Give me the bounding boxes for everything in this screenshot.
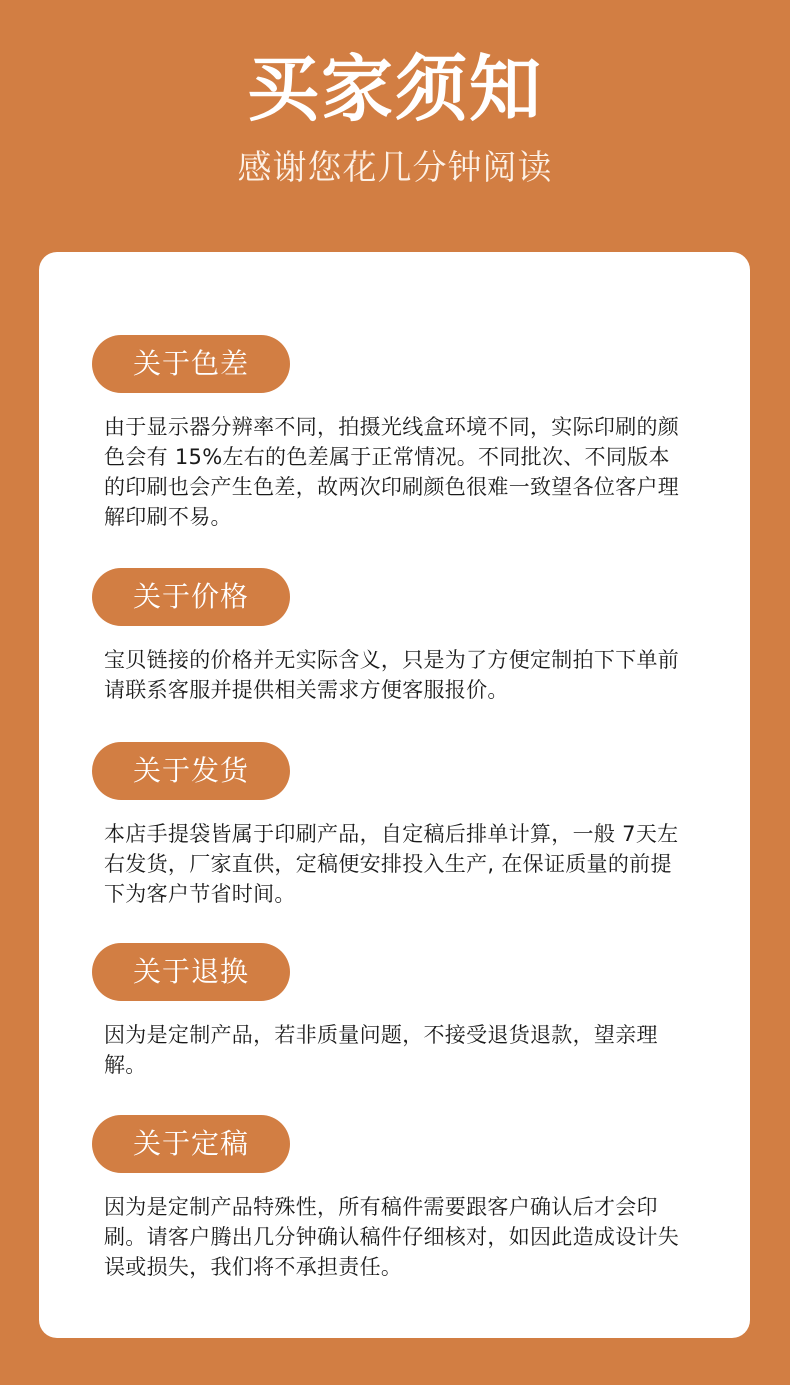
section-heading: 关于定稿 <box>92 1115 290 1173</box>
section-body: 宝贝链接的价格并无实际含义，只是为了方便定制拍下下单前请联系客服并提供相关需求方便客服报价。 <box>104 648 680 702</box>
section-heading: 关于退换 <box>92 943 290 1001</box>
section-body: 因为是定制产品，若非质量问题，不接受退货退款，望亲理解。 <box>104 1023 658 1077</box>
section-heading: 关于发货 <box>92 742 290 800</box>
section-body: 由于显示器分辨率不同，拍摄光线盒环境不同，实际印刷的颜色会有 15%左右的色差属于正常情况。不同批次、不同版本的印刷也会产生色差，故两次印刷颜色很难一致望各位客户理解印刷不易。 <box>104 415 680 529</box>
notice-card <box>39 252 750 1338</box>
section-body: 本店手提袋皆属于印刷产品，自定稿后排单计算，一般 7天左右发货，厂家直供，定稿便安排投入生产, 在保证质量的前提下为客户节省时间。 <box>104 822 679 906</box>
section-heading: 关于价格 <box>92 568 290 626</box>
section-body: 因为是定制产品特殊性，所有稿件需要跟客户确认后才会印刷。请客户腾出几分钟确认稿件仔细核对，如因此造成设计失误或损失，我们将不承担责任。 <box>104 1195 680 1279</box>
section-heading: 关于色差 <box>92 335 290 393</box>
page-subtitle: 感谢您花几分钟阅读 <box>237 148 553 188</box>
page-title: 买家须知 <box>246 47 543 131</box>
